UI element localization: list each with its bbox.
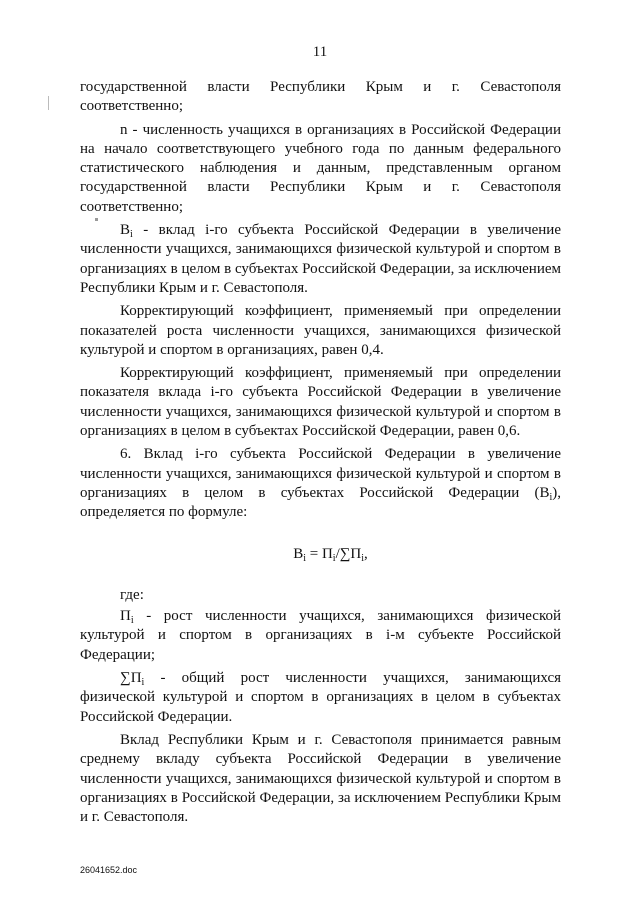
- definition-text: - рост численности учащихся, занимающихся физической культурой и спортом в организациях в i-м субъекте Российской Федерации;: [80, 608, 561, 663]
- subscript-i: i: [549, 491, 553, 503]
- subscript-i: i: [130, 229, 133, 241]
- footer-filename: 26041652.doc: [80, 865, 138, 875]
- symbol-p: П: [120, 608, 131, 625]
- paragraph-sum-p-definition: [80, 669, 561, 727]
- definition-text: - вклад i-го субъекта Российской Федерации в увеличение численности учащихся, занимающихся физической культурой и спортом в организациях в целом в субъектах Российской Федерации, за исключением Республики Крым и г. Севастополя.: [80, 222, 561, 296]
- paragraph-coefficient-growth: Корректирующий коэффициент, применяемый при определении показателей роста численности учащихся, занимающихся физической культурой и спортом в организациях, равен 0,4.: [80, 303, 561, 358]
- symbol-b: B: [120, 222, 131, 239]
- section-6-text: 6. Вклад i-го субъекта Российской Федерации в увеличение численности учащихся, занимающихся физической культурой и спортом в организациях в целом в субъектах Российской Федерации (B: [80, 446, 561, 501]
- formula-div: /∑П: [335, 545, 362, 562]
- formula-lhs: B: [293, 545, 304, 562]
- formula-tail: ,: [364, 545, 368, 562]
- subscript-i: i: [130, 615, 134, 627]
- paragraph-n-definition: n - численность учащихся в организациях в Российской Федерации на начало соответствующего учебного года по данным федерального статистического наблюдения и данным, представленным органом государственной власти Республики Крым и г. Севастополя соответственно;: [80, 121, 561, 215]
- margin-mark: [48, 96, 49, 110]
- formula-lhs-sub: i: [303, 552, 306, 564]
- page-number: 11: [312, 44, 328, 60]
- subscript-i: i: [141, 677, 145, 689]
- where-label: где:: [120, 586, 144, 603]
- formula-end-sub: i: [361, 552, 365, 564]
- paragraph-section-6: [80, 445, 561, 522]
- section-6-after: ), определяется по формуле:: [80, 484, 561, 521]
- paragraph-continuation: государственной власти Республики Крым и г. Севастополя соответственно;: [80, 79, 561, 115]
- paragraph-coefficient-contribution: Корректирующий коэффициент, применяемый при определении показателя вклада i-го субъекта Российской Федерации в увеличение численности учащихся, занимающихся физической культурой и спортом в организациях в целом в субъектах Российской Федерации, равен 0,6.: [80, 365, 561, 440]
- paragraph-b-definition: [80, 221, 561, 298]
- formula: [80, 545, 561, 564]
- symbol-sum-p: ∑П: [120, 670, 142, 687]
- body-text: [80, 78, 561, 831]
- paragraph-crimea-contribution: Вклад Республики Крым и г. Севастополя принимается равным среднему вкладу субъекта Российской Федерации в увеличение численности учащихся, занимающихся физической культурой и спортом в организациях в Российской Федерации, за исключением Республики Крым и г. Севастополя.: [80, 731, 561, 826]
- formula-eq: = П: [305, 545, 333, 562]
- paragraph-p-definition: [80, 607, 561, 665]
- formula-mid-sub: i: [332, 552, 336, 564]
- definition-text: - общий рост численности учащихся, занимающихся физической культурой и спортом в организациях в целом в субъектах Российской Федерации.: [80, 670, 561, 725]
